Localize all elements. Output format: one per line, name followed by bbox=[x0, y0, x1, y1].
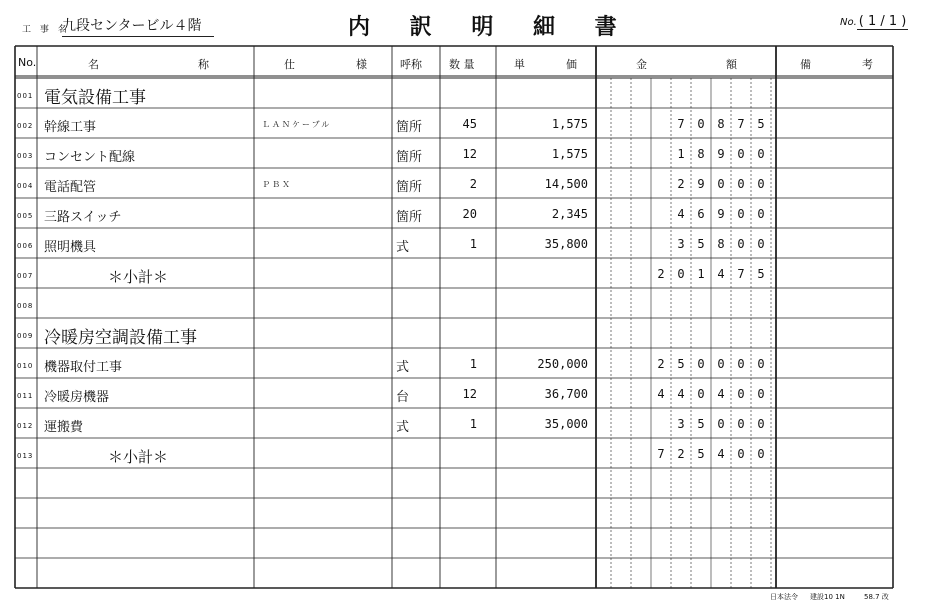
col-header-remarks-1: 備 bbox=[800, 58, 811, 71]
amount-digit: 0 bbox=[697, 117, 705, 131]
item-quantity: 12 bbox=[462, 387, 477, 401]
row-number: 004 bbox=[17, 182, 34, 190]
item-name: 幹線工事 bbox=[44, 120, 97, 135]
item-quantity: 1 bbox=[469, 237, 477, 251]
item-unit-price: 250,000 bbox=[537, 357, 588, 371]
row-number: 011 bbox=[17, 392, 34, 400]
item-name: 冷暖房空調設備工事 bbox=[44, 328, 197, 348]
col-header-amount-1: 金 bbox=[636, 58, 647, 71]
item-unit: 台 bbox=[396, 390, 410, 405]
item-name: 電気設備工事 bbox=[44, 88, 146, 108]
row-number: 001 bbox=[17, 92, 34, 100]
amount-digit: 7 bbox=[737, 267, 745, 281]
amount-digit: 3 bbox=[677, 417, 685, 431]
amount-digit: 4 bbox=[677, 387, 685, 401]
amount-digit: 7 bbox=[657, 447, 665, 461]
amount-digit: 0 bbox=[757, 177, 765, 191]
amount-digit: 0 bbox=[757, 357, 765, 371]
item-quantity: 20 bbox=[462, 207, 477, 221]
amount-digit: 2 bbox=[657, 357, 665, 371]
item-name: ＊小計＊ bbox=[108, 448, 169, 466]
amount-digit: 5 bbox=[697, 237, 705, 251]
col-header-price-1: 単 bbox=[514, 58, 525, 71]
amount-digit: 9 bbox=[697, 177, 705, 191]
item-name: 機器取付工事 bbox=[44, 360, 123, 375]
amount-digit: 5 bbox=[677, 357, 685, 371]
item-unit: 式 bbox=[396, 240, 410, 255]
project-name: 九段センタービル４階 bbox=[62, 16, 214, 37]
item-unit: 箇所 bbox=[396, 210, 423, 225]
amount-digit: 0 bbox=[717, 357, 725, 371]
amount-digit: 0 bbox=[737, 147, 745, 161]
item-name: 電話配管 bbox=[44, 180, 97, 195]
amount-digit: 0 bbox=[737, 387, 745, 401]
row-number: 010 bbox=[17, 362, 34, 370]
amount-digit: 4 bbox=[717, 267, 725, 281]
item-unit-price: 1,575 bbox=[551, 117, 588, 131]
amount-digit: 8 bbox=[697, 147, 705, 161]
amount-digit: 4 bbox=[717, 387, 725, 401]
amount-digit: 9 bbox=[717, 147, 725, 161]
item-name: 冷暖房機器 bbox=[44, 390, 110, 405]
amount-digit: 2 bbox=[677, 177, 685, 191]
amount-digit: 4 bbox=[717, 447, 725, 461]
row-number: 006 bbox=[17, 242, 34, 250]
amount-digit: 0 bbox=[737, 357, 745, 371]
row-number: 005 bbox=[17, 212, 34, 220]
col-header-qty: 数 量 bbox=[449, 58, 475, 71]
item-name: 照明機具 bbox=[44, 240, 97, 255]
amount-digit: 1 bbox=[677, 147, 685, 161]
amount-digit: 0 bbox=[757, 447, 765, 461]
footer-form-code: 建設10 1N bbox=[810, 593, 845, 601]
amount-digit: 0 bbox=[737, 237, 745, 251]
project-label: 工 事 名 bbox=[22, 25, 70, 35]
amount-digit: 4 bbox=[677, 207, 685, 221]
amount-digit: 2 bbox=[657, 267, 665, 281]
item-spec: ＬＡＮケーブル bbox=[262, 120, 332, 129]
item-unit-price: 35,000 bbox=[544, 417, 588, 431]
item-quantity: 1 bbox=[469, 357, 477, 371]
row-number: 002 bbox=[17, 122, 34, 130]
item-name: 運搬費 bbox=[44, 420, 84, 435]
item-unit: 箇所 bbox=[396, 150, 423, 165]
footer-date: 58.7 改 bbox=[864, 593, 889, 601]
amount-digit: 5 bbox=[757, 267, 765, 281]
amount-digit: 4 bbox=[657, 387, 665, 401]
item-quantity: 1 bbox=[469, 417, 477, 431]
page-number-label: No. bbox=[840, 17, 857, 28]
item-quantity: 2 bbox=[469, 177, 477, 191]
amount-digit: 7 bbox=[677, 117, 685, 131]
item-spec: ＰＢＸ bbox=[262, 180, 292, 189]
amount-digit: 9 bbox=[717, 207, 725, 221]
row-number: 007 bbox=[17, 272, 34, 280]
row-number: 009 bbox=[17, 332, 34, 340]
item-unit-price: 36,700 bbox=[544, 387, 588, 401]
amount-digit: 0 bbox=[757, 387, 765, 401]
col-header-name-1: 名 bbox=[88, 58, 99, 71]
footer-publisher: 日本法令 bbox=[770, 593, 798, 601]
amount-digit: 8 bbox=[717, 237, 725, 251]
item-unit: 式 bbox=[396, 420, 410, 435]
amount-digit: 0 bbox=[717, 417, 725, 431]
col-header-spec-2: 様 bbox=[356, 58, 367, 71]
amount-digit: 0 bbox=[717, 177, 725, 191]
col-header-price-2: 価 bbox=[566, 58, 577, 71]
amount-digit: 6 bbox=[697, 207, 705, 221]
row-number: 003 bbox=[17, 152, 34, 160]
amount-digit: 5 bbox=[697, 417, 705, 431]
amount-digit: 0 bbox=[757, 207, 765, 221]
document-title: 内 訳 明 細 書 bbox=[348, 14, 633, 40]
row-number: 012 bbox=[17, 422, 34, 430]
amount-digit: 2 bbox=[677, 447, 685, 461]
col-header-spec-1: 仕 bbox=[284, 58, 295, 71]
page-number: ( 1 / 1 ) bbox=[858, 14, 907, 29]
item-unit-price: 1,575 bbox=[551, 147, 588, 161]
amount-digit: 0 bbox=[677, 267, 685, 281]
amount-digit: 0 bbox=[737, 447, 745, 461]
amount-digit: 5 bbox=[757, 117, 765, 131]
amount-digit: 0 bbox=[697, 387, 705, 401]
row-number: 008 bbox=[17, 302, 34, 310]
amount-digit: 0 bbox=[757, 237, 765, 251]
amount-digit: 0 bbox=[737, 417, 745, 431]
item-unit-price: 2,345 bbox=[551, 207, 588, 221]
item-unit-price: 35,800 bbox=[544, 237, 588, 251]
item-unit: 式 bbox=[396, 360, 410, 375]
col-header-remarks-2: 考 bbox=[862, 58, 873, 71]
item-unit: 箇所 bbox=[396, 180, 423, 195]
row-number: 013 bbox=[17, 452, 34, 460]
col-header-unit: 呼称 bbox=[400, 58, 422, 71]
amount-digit: 0 bbox=[757, 147, 765, 161]
col-header-name-2: 称 bbox=[198, 58, 209, 71]
amount-digit: 0 bbox=[757, 417, 765, 431]
amount-digit: 3 bbox=[677, 237, 685, 251]
amount-digit: 0 bbox=[737, 177, 745, 191]
amount-digit: 7 bbox=[737, 117, 745, 131]
item-unit: 箇所 bbox=[396, 120, 423, 135]
item-name: コンセント配線 bbox=[44, 150, 136, 165]
item-unit-price: 14,500 bbox=[544, 177, 588, 191]
item-quantity: 45 bbox=[462, 117, 477, 131]
amount-digit: 8 bbox=[717, 117, 725, 131]
col-header-no: No. bbox=[18, 56, 37, 69]
item-name: ＊小計＊ bbox=[108, 268, 169, 286]
item-quantity: 12 bbox=[462, 147, 477, 161]
amount-digit: 5 bbox=[697, 447, 705, 461]
amount-digit: 0 bbox=[737, 207, 745, 221]
amount-digit: 1 bbox=[697, 267, 705, 281]
item-name: 三路スイッチ bbox=[44, 210, 122, 225]
amount-digit: 0 bbox=[697, 357, 705, 371]
col-header-amount-2: 額 bbox=[726, 58, 737, 71]
